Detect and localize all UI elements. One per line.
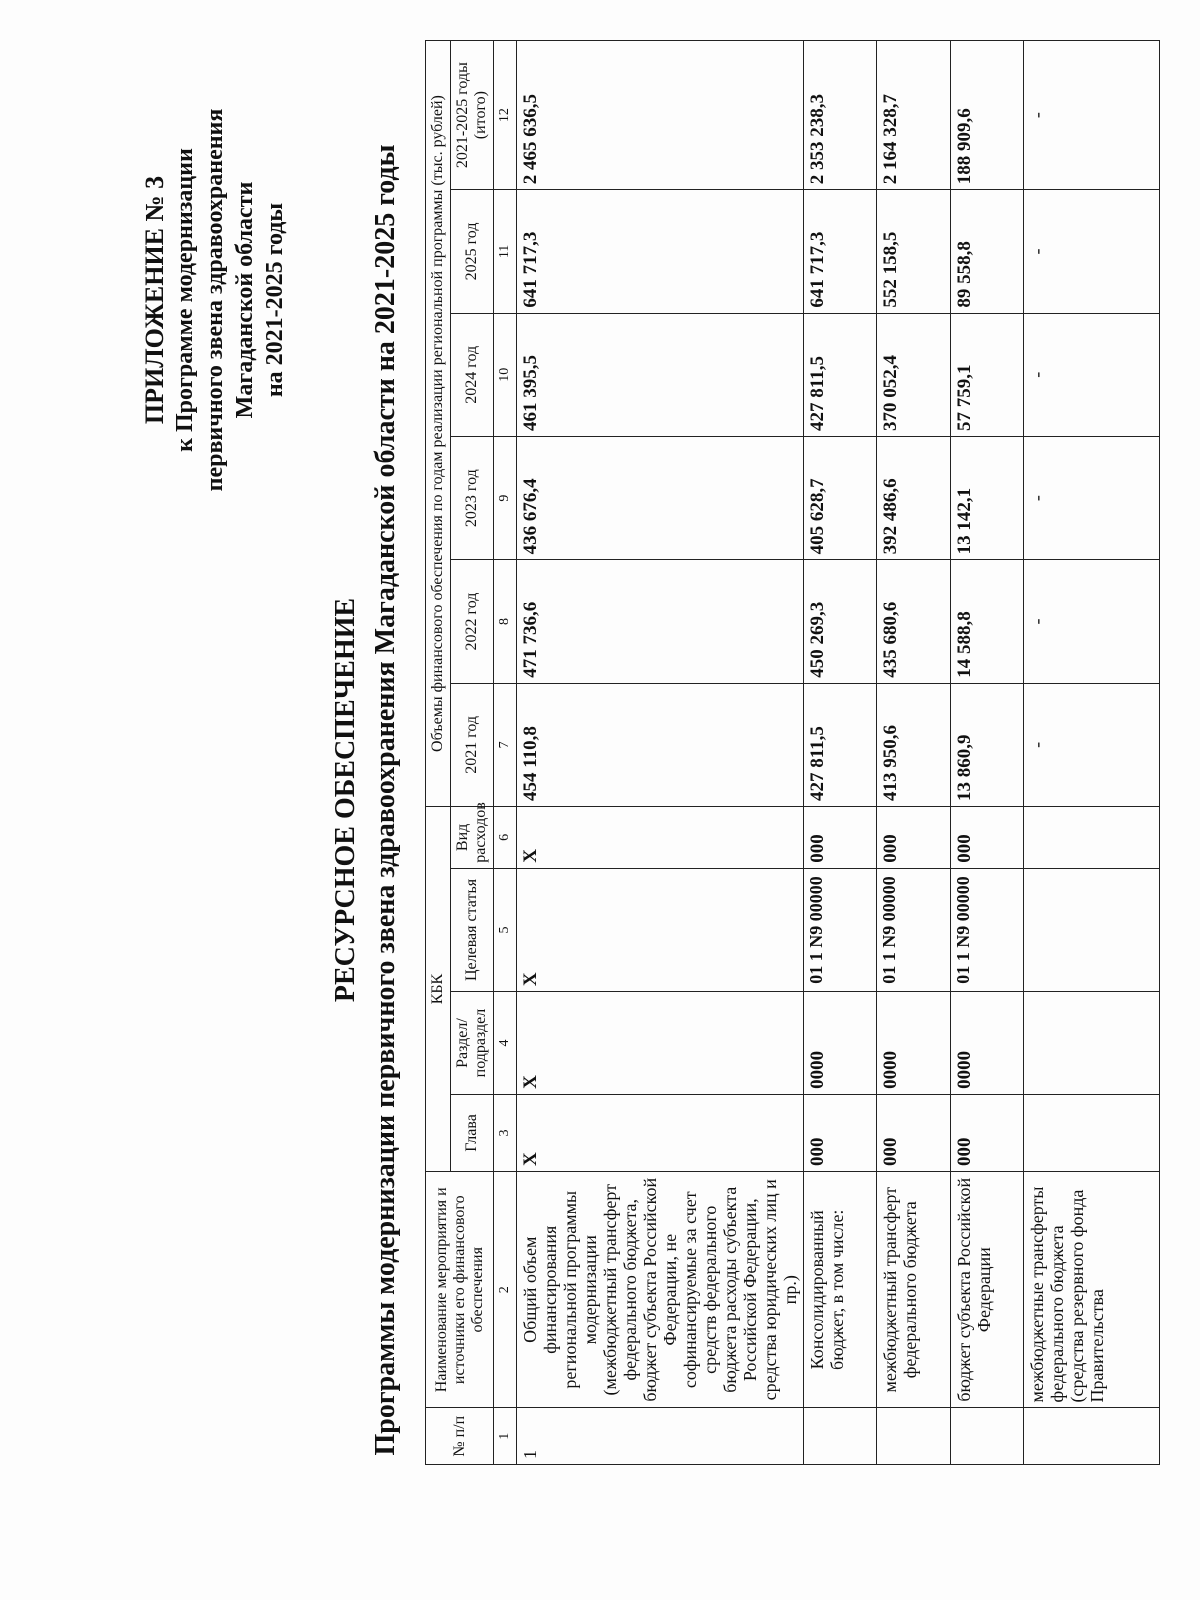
row-vid: X <box>517 807 804 869</box>
row-value: 641 717,3 <box>804 190 877 313</box>
row-value: 14 588,8 <box>950 560 1023 683</box>
row-razdel: 0000 <box>804 992 877 1095</box>
col-number: 5 <box>494 868 517 991</box>
column-number-row <box>494 41 517 1465</box>
row-value: 89 558,8 <box>950 190 1023 313</box>
table-row <box>877 41 950 1465</box>
row-value: 436 676,4 <box>517 436 804 559</box>
rotated-landscape-content <box>30 30 1170 1570</box>
row-vid: 000 <box>950 807 1023 869</box>
row-value-total: 2 353 238,3 <box>804 41 877 190</box>
row-value: 370 052,4 <box>877 313 950 436</box>
header-year-total: 2021-2025 годы (итого) <box>451 41 494 190</box>
row-value: - <box>1024 313 1160 436</box>
row-razdel: X <box>517 992 804 1095</box>
row-num: 1 <box>517 1408 804 1465</box>
header-razdel: Раздел/ подраздел <box>451 992 494 1095</box>
row-value: 13 142,1 <box>950 436 1023 559</box>
row-name: Консолидированный бюджет, в том числе: <box>804 1172 877 1408</box>
row-name: межбюджетные трансферты федерального бюджета (средства резервного фонда Правительства <box>1024 1172 1160 1408</box>
row-glava: 000 <box>877 1094 950 1171</box>
row-value: - <box>1024 683 1160 806</box>
row-value: - <box>1024 560 1160 683</box>
table-row <box>1024 41 1160 1465</box>
row-value: 641 717,3 <box>517 190 804 313</box>
col-number: 1 <box>494 1408 517 1465</box>
row-name: межбюджетный трансферт федерального бюджета <box>877 1172 950 1408</box>
row-value-total: 2 164 328,7 <box>877 41 950 190</box>
row-vid <box>1024 807 1160 869</box>
row-value: 57 759,1 <box>950 313 1023 436</box>
document-subtitle: Программы модернизации первичного звена здравоохранения Магаданской области на 2021-2025 годы <box>370 144 401 1456</box>
row-tsel: 01 1 N9 00000 <box>804 868 877 991</box>
row-value: 13 860,9 <box>950 683 1023 806</box>
appendix-line: на 2021-2025 годы <box>262 202 288 398</box>
row-glava: 000 <box>804 1094 877 1171</box>
header-year: 2025 год <box>451 190 494 313</box>
table-row <box>804 41 877 1465</box>
row-value: 454 110,8 <box>517 683 804 806</box>
header-vid: Вид расходов <box>451 807 494 869</box>
row-tsel <box>1024 868 1160 991</box>
document-title: РЕСУРСНОЕ ОБЕСПЕЧЕНИЕ <box>330 597 361 1003</box>
row-value: 461 395,5 <box>517 313 804 436</box>
header-volumes: Объемы финансового обеспечения по годам реализации региональной программы (тыс. рублей) <box>426 41 451 807</box>
row-glava <box>1024 1094 1160 1171</box>
row-value: 427 811,5 <box>804 683 877 806</box>
header-glava: Глава <box>451 1094 494 1171</box>
appendix-title: ПРИЛОЖЕНИЕ № 3 <box>140 175 169 425</box>
row-num <box>950 1408 1023 1465</box>
row-num <box>1024 1408 1160 1465</box>
col-number: 7 <box>494 683 517 806</box>
col-number: 9 <box>494 436 517 559</box>
row-value: - <box>1024 190 1160 313</box>
appendix-line: к Программе модернизации <box>172 148 198 452</box>
row-value: 392 486,6 <box>877 436 950 559</box>
row-razdel: 0000 <box>877 992 950 1095</box>
row-value: 435 680,6 <box>877 560 950 683</box>
header-year: 2021 год <box>451 683 494 806</box>
row-value: 405 628,7 <box>804 436 877 559</box>
row-value: - <box>1024 436 1160 559</box>
row-value: 427 811,5 <box>804 313 877 436</box>
row-num <box>804 1408 877 1465</box>
row-glava: X <box>517 1094 804 1171</box>
row-tsel: X <box>517 868 804 991</box>
header-row <box>426 41 451 1465</box>
appendix-heading <box>140 50 290 550</box>
header-year: 2022 год <box>451 560 494 683</box>
table-row <box>950 41 1023 1465</box>
row-value: 471 736,6 <box>517 560 804 683</box>
row-vid: 000 <box>877 807 950 869</box>
row-value-total: - <box>1024 41 1160 190</box>
appendix-line: Магаданской области <box>232 181 258 419</box>
row-value: 450 269,3 <box>804 560 877 683</box>
col-number: 2 <box>494 1172 517 1408</box>
col-number: 6 <box>494 807 517 869</box>
header-kbk: КБК <box>426 807 451 1172</box>
header-num: № п/п <box>426 1408 494 1465</box>
header-name: Наименование мероприятия и источники его финансового обеспечения <box>426 1172 494 1408</box>
row-value: 413 950,6 <box>877 683 950 806</box>
col-number: 3 <box>494 1094 517 1171</box>
header-year: 2023 год <box>451 436 494 559</box>
row-razdel: 0000 <box>950 992 1023 1095</box>
col-number: 12 <box>494 41 517 190</box>
col-number: 8 <box>494 560 517 683</box>
row-tsel: 01 1 N9 00000 <box>877 868 950 991</box>
header-year: 2024 год <box>451 313 494 436</box>
row-num <box>877 1408 950 1465</box>
col-number: 10 <box>494 313 517 436</box>
row-value-total: 188 909,6 <box>950 41 1023 190</box>
col-number: 4 <box>494 992 517 1095</box>
row-name: бюджет субъекта Российской Федерации <box>950 1172 1023 1408</box>
row-vid: 000 <box>804 807 877 869</box>
col-number: 11 <box>494 190 517 313</box>
appendix-line: первичного звена здравоохранения <box>202 108 228 492</box>
row-value: 552 158,5 <box>877 190 950 313</box>
row-name: Общий объем финансирования региональной программы модернизации (межбюджетный трансферт федерального бюджета, бюджет субъекта Российской Федерации, не софинансируемые за счет средств федерального бюджета расходы субъекта Российской Федерации, средства юридических лиц и пр.) <box>517 1172 804 1408</box>
row-value-total: 2 465 636,5 <box>517 41 804 190</box>
row-razdel <box>1024 992 1160 1095</box>
row-glava: 000 <box>950 1094 1023 1171</box>
resource-table <box>425 40 1160 1465</box>
row-tsel: 01 1 N9 00000 <box>950 868 1023 991</box>
table-row <box>517 41 804 1465</box>
header-tsel: Целевая статья <box>451 868 494 991</box>
